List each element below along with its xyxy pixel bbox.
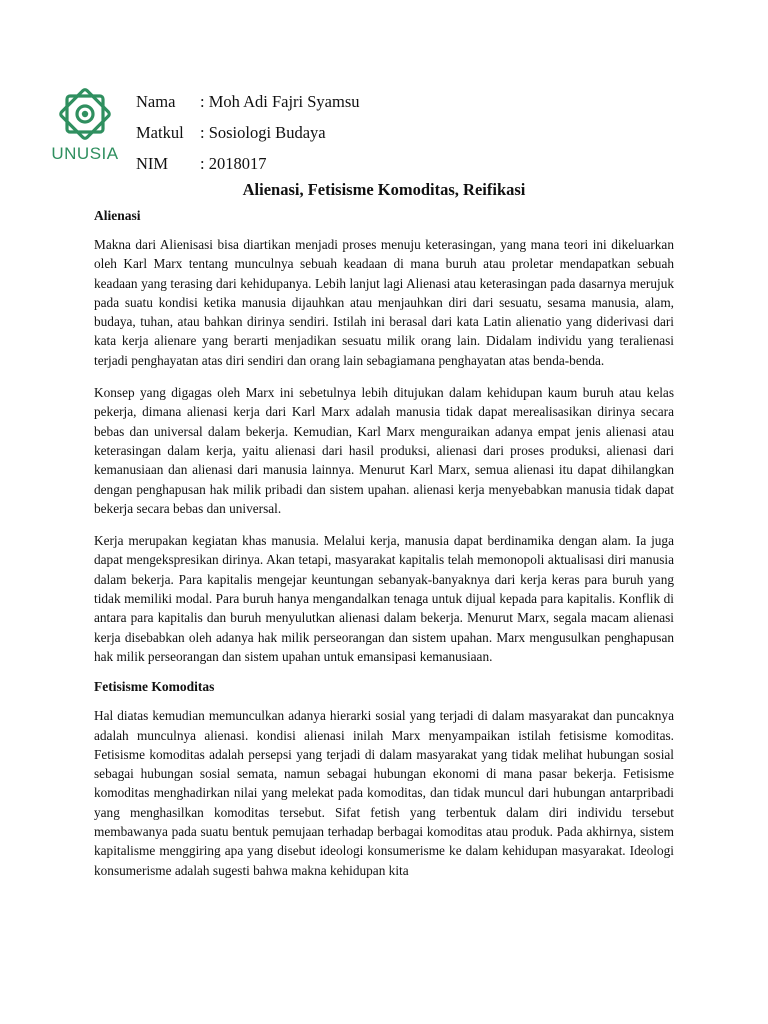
- student-info: [136, 86, 360, 179]
- name-value: : Moh Adi Fajri Syamsu: [200, 92, 360, 111]
- nim-row: [136, 148, 360, 179]
- section-title-fetisisme: Fetisisme Komoditas: [94, 679, 215, 695]
- paragraph: Makna dari Alienisasi bisa diartikan menjadi proses menuju keterasingan, yang mana teori ini dikeluarkan oleh Karl Marx tentang munculnya sebuah keadaan di mana buruh atau proletar mendapatkan sebuah keadaan yang terasing dari kehidupanya. Lebih lanjut lagi Alienasi atau keterasingan pada dasarnya merujuk pada suatu kondisi ketika manusia dijauhkan atau menjauhkan diri dari sesuatu, sesama manusia, alam, budaya, tuhan, atau bahkan dirinya sendiri. Istilah ini berasal dari kata Latin alienatio yang diderivasi dari kata kerja alienare yang berarti menjadikan sesuatu milik orang lain. Didalam individu yang teralienasi terjadi penghayatan atas diri sendiri dan orang lain sebagiamana penghayatan atas benda-benda.: [94, 237, 674, 368]
- logo-text: UNUSIA: [51, 144, 119, 163]
- section-title-alienasi: Alienasi: [94, 208, 141, 223]
- name-label: Nama: [136, 92, 176, 111]
- paragraph: Kerja merupakan kegiatan khas manusia. Melalui kerja, manusia dapat berdinamika dengan alam. Ia juga dapat mengekspresikan dirinya. Akan tetapi, masyarakat kapitalis telah memonopoli aktualisasi diri manusia dalam bekerja. Para kapitalis mengejar keuntungan sebanyak-banyaknya dari kerja keras para buruh yang tidak memiliki modal. Para buruh hanya mengandalkan tenaga untuk dijual kepada para kapitalis. Konflik di antara para kapitalis dan buruh menyulutkan alienasi dalam bekerja. Menurut Marx, segala macam alienasi kerja disebabkan oleh adanya hak milik perseorangan dan sistem upahan. Marx mengusulkan penghapusan hak milik perseorangan dan sistem upahan untuk emansipasi kemanusiaan.: [94, 533, 674, 664]
- paragraph: Konsep yang digagas oleh Marx ini sebetulnya lebih ditujukan dalam kehidupan kaum buruh atau kelas pekerja, dimana alienasi kerja dari Karl Marx adalah manusia tidak dapat merealisasikan dirinya secara bebas dan universal dalam bekerja. Kemudian, Karl Marx menguraikan adanya empat jenis alienasi atau keterasingan dalam kerja, yaitu alienasi dari hasil produksi, alienasi dari proses produksi, alienasi dari kemanusiaan dan alienasi dari manusia lainnya. Menurut Karl Marx, semua alienasi itu dapat dihilangkan dengan penghapusan hak milik pribadi dan sistem upahan. alienasi kerja menyebabkan manusia tidak dapat bekerja secara bebas dan universal.: [94, 385, 674, 516]
- nim-value: : 2018017: [200, 154, 267, 173]
- document-title: Alienasi, Fetisisme Komoditas, Reifikasi: [242, 180, 526, 199]
- course-row: [136, 117, 360, 148]
- course-value: : Sosiologi Budaya: [200, 123, 326, 142]
- name-row: [136, 86, 360, 117]
- nim-label: NIM: [136, 154, 169, 173]
- document-body: [94, 208, 674, 893]
- ornament-icon: [53, 88, 117, 144]
- paragraph: Hal diatas kemudian memunculkan adanya hierarki sosial yang terjadi di dalam masyarakat dan puncaknya adalah munculnya alienasi. kondisi alienasi inilah Marx menyampaikan istilah fetisisme komoditas. Fetisisme komoditas adalah persepsi yang terjadi di dalam masyarakat yang tidak melihat hubungan sosial sebagai hubungan sosial semata, namun sebagai hubungan ekonomi di mana pasar bekerja. Fetisisme komoditas menghadirkan nilai yang melekat pada komoditas, dan tidak muncul dari hubungan antarpribadi yang menghasilkan komoditas tersebut. Sifat fetish yang terbentuk dalam diri individu tersebut membawanya pada suatu bentuk pemujaan terhadap berbagai komoditas atau produk. Pada akhirnya, sistem kapitalisme menggiring apa yang disebut ideologi konsumerisme ke dalam kehidupan masyarakat. Ideologi konsumerisme adalah sugesti bahwa makna kehidupan kita: [94, 708, 674, 878]
- unusia-logo: [48, 88, 122, 164]
- course-label: Matkul: [136, 123, 184, 142]
